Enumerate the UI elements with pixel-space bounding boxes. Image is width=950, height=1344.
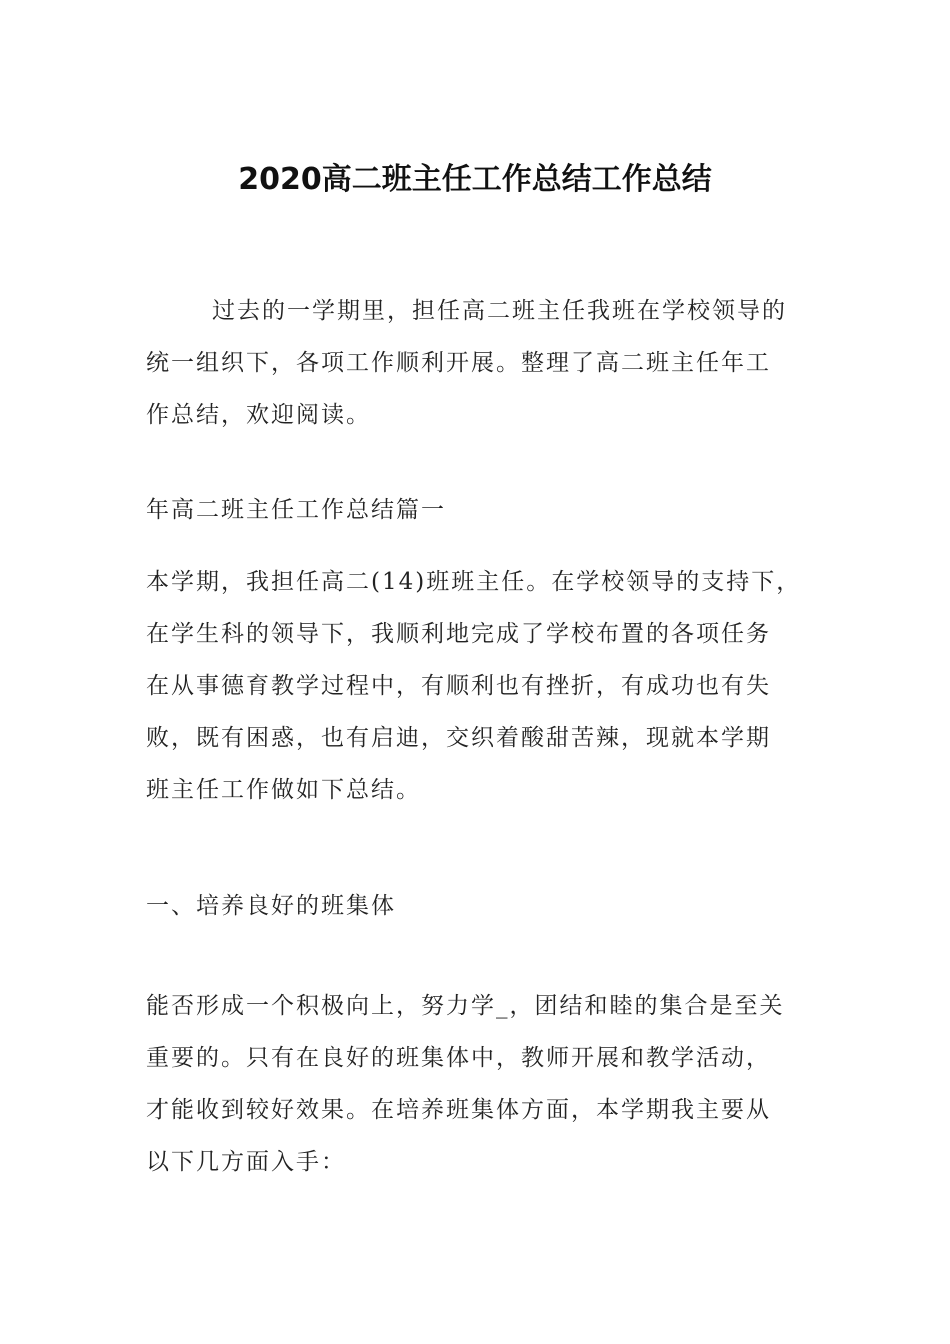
paragraph-line: 本学期，我担任高二(14)班班主任。在学校领导的支持下， <box>146 569 802 595</box>
intro-line: 过去的一学期里，担任高二班主任我班在学校领导的 <box>212 298 787 324</box>
body-paragraph-2 <box>146 980 816 1188</box>
subheading <box>146 880 816 932</box>
intro-paragraph <box>146 285 816 441</box>
paragraph-line: 才能收到较好效果。在培养班集体方面，本学期我主要从 <box>146 1097 771 1123</box>
paragraph-line: 班主任工作做如下总结。 <box>146 777 421 803</box>
intro-line: 作总结，欢迎阅读。 <box>146 402 371 428</box>
paragraph-line: 在从事德育教学过程中，有顺利也有挫折，有成功也有失 <box>146 673 771 699</box>
paragraph-line: 败，既有困惑，也有启迪，交织着酸甜苦辣，现就本学期 <box>146 725 771 751</box>
section-heading-text: 年高二班主任工作总结篇一 <box>146 497 446 523</box>
paragraph-line: 能否形成一个积极向上，努力学_，团结和睦的集合是至关 <box>146 993 785 1019</box>
paragraph-line: 重要的。只有在良好的班集体中，教师开展和教学活动， <box>146 1045 771 1071</box>
section-heading <box>146 484 816 536</box>
paragraph-line: 以下几方面入手： <box>146 1149 346 1175</box>
paragraph-line: 在学生科的领导下，我顺利地完成了学校布置的各项任务 <box>146 621 771 647</box>
document-title: 2020高二班主任工作总结工作总结 <box>238 162 712 197</box>
subheading-text: 一、培养良好的班集体 <box>146 893 396 919</box>
intro-line: 统一组织下，各项工作顺利开展。整理了高二班主任年工 <box>146 350 771 376</box>
body-paragraph-1 <box>146 556 816 816</box>
